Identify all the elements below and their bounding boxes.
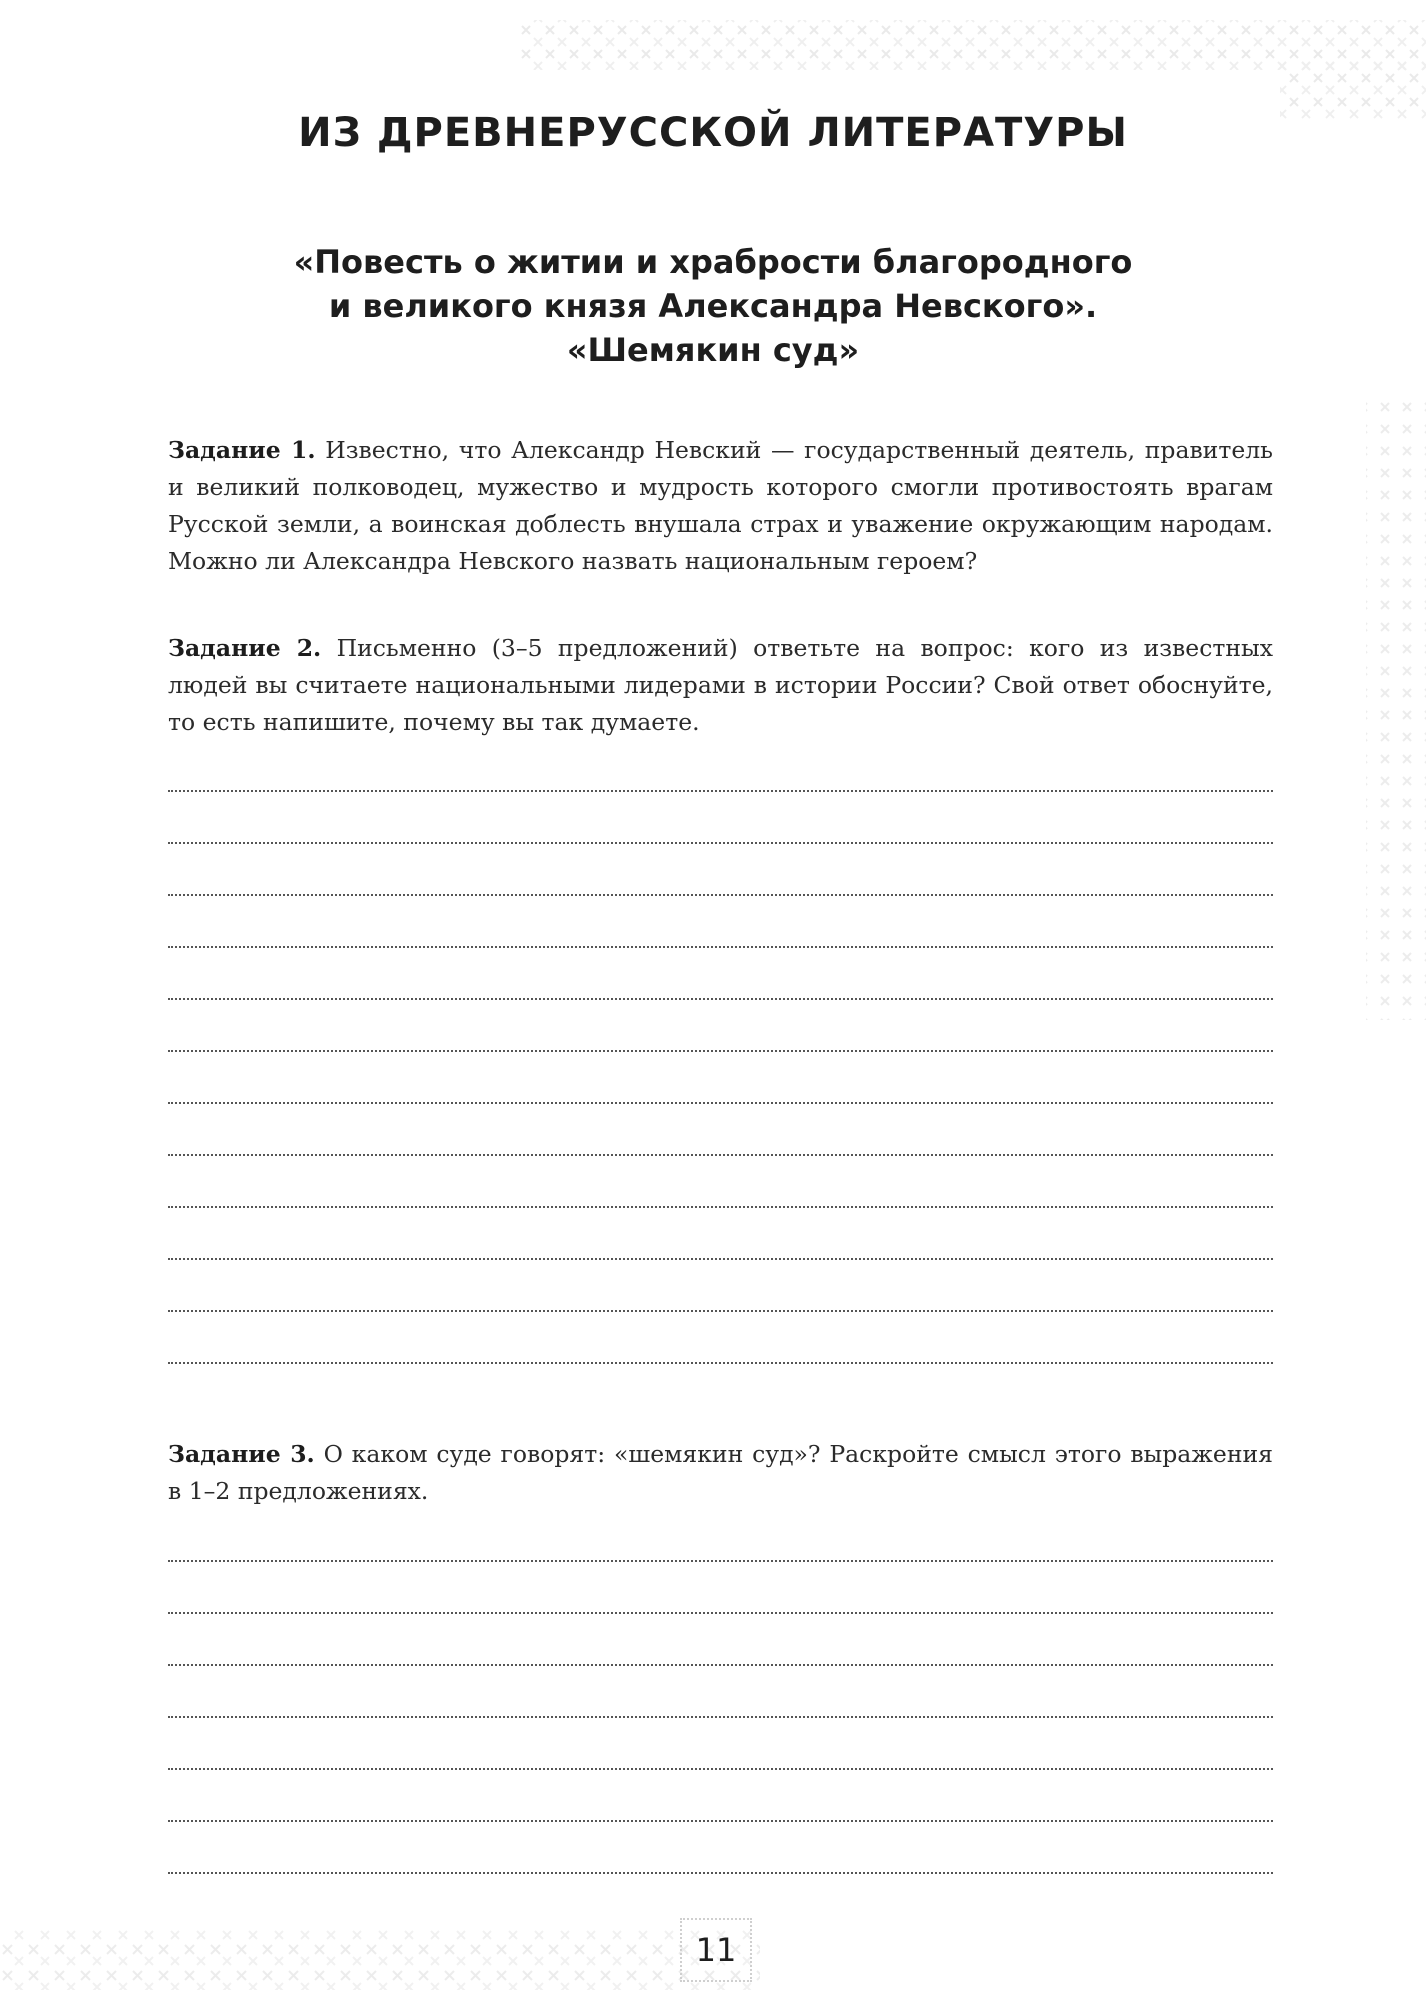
task-1	[168, 432, 1273, 580]
task-2-answer-line[interactable]	[168, 1208, 1273, 1260]
task-3-answer-line[interactable]	[168, 1822, 1273, 1874]
task-1-text: Известно, что Александр Невский — государственный деятель, правитель и великий полководец, мужество и мудрость которого смогли противостоять врагам Русской земли, а воинская доблесть внушала страх и уважение окружающим народам. Можно ли Александра Невского назвать национальным героем?	[168, 436, 1273, 575]
task-2-answer-line[interactable]	[168, 1000, 1273, 1052]
work-title-line-2: и великого князя Александра Невского».	[328, 287, 1098, 325]
ornament-right-decoration	[1356, 400, 1426, 1020]
ornament-bottom-decoration	[0, 1890, 760, 2000]
task-3-text: О каком суде говорят: «шемякин суд»? Раскройте смысл этого выражения в 1–2 предложениях.	[168, 1440, 1273, 1505]
task-2-answer-line[interactable]	[168, 1312, 1273, 1364]
task-2-answer-line[interactable]	[168, 1260, 1273, 1312]
task-3	[168, 1436, 1273, 1510]
task-3-label: Задание 3.	[168, 1440, 315, 1468]
task-2-answer-line[interactable]	[168, 844, 1273, 896]
task-2-answer-line[interactable]	[168, 896, 1273, 948]
work-title	[0, 240, 1426, 372]
task-1-label: Задание 1.	[168, 436, 316, 464]
task-2-answer-area[interactable]	[168, 740, 1273, 1364]
work-title-line-3: «Шемякин суд»	[566, 331, 860, 369]
task-2-answer-line[interactable]	[168, 740, 1273, 792]
task-2	[168, 630, 1273, 741]
work-title-line-1: «Повесть о житии и храбрости благородного	[293, 243, 1133, 281]
task-2-answer-line[interactable]	[168, 1104, 1273, 1156]
page-number: 11	[680, 1918, 752, 1982]
task-3-answer-line[interactable]	[168, 1614, 1273, 1666]
task-3-answer-line[interactable]	[168, 1718, 1273, 1770]
task-3-answer-line[interactable]	[168, 1770, 1273, 1822]
task-3-answer-line[interactable]	[168, 1510, 1273, 1562]
task-2-answer-line[interactable]	[168, 792, 1273, 844]
task-3-answer-line[interactable]	[168, 1666, 1273, 1718]
task-2-answer-line[interactable]	[168, 1156, 1273, 1208]
task-2-answer-line[interactable]	[168, 1052, 1273, 1104]
task-3-answer-area[interactable]	[168, 1510, 1273, 1874]
section-title: ИЗ ДРЕВНЕРУССКОЙ ЛИТЕРАТУРЫ	[298, 110, 1128, 156]
task-2-text: Письменно (3–5 предложений) ответьте на вопрос: кого из известных людей вы считаете национальными лидерами в истории России? Свой ответ обоснуйте, то есть напишите, почему вы так думаете.	[168, 634, 1273, 736]
task-3-answer-line[interactable]	[168, 1562, 1273, 1614]
ornament-top-decoration	[520, 0, 1426, 120]
task-2-label: Задание 2.	[168, 634, 322, 662]
task-2-answer-line[interactable]	[168, 948, 1273, 1000]
